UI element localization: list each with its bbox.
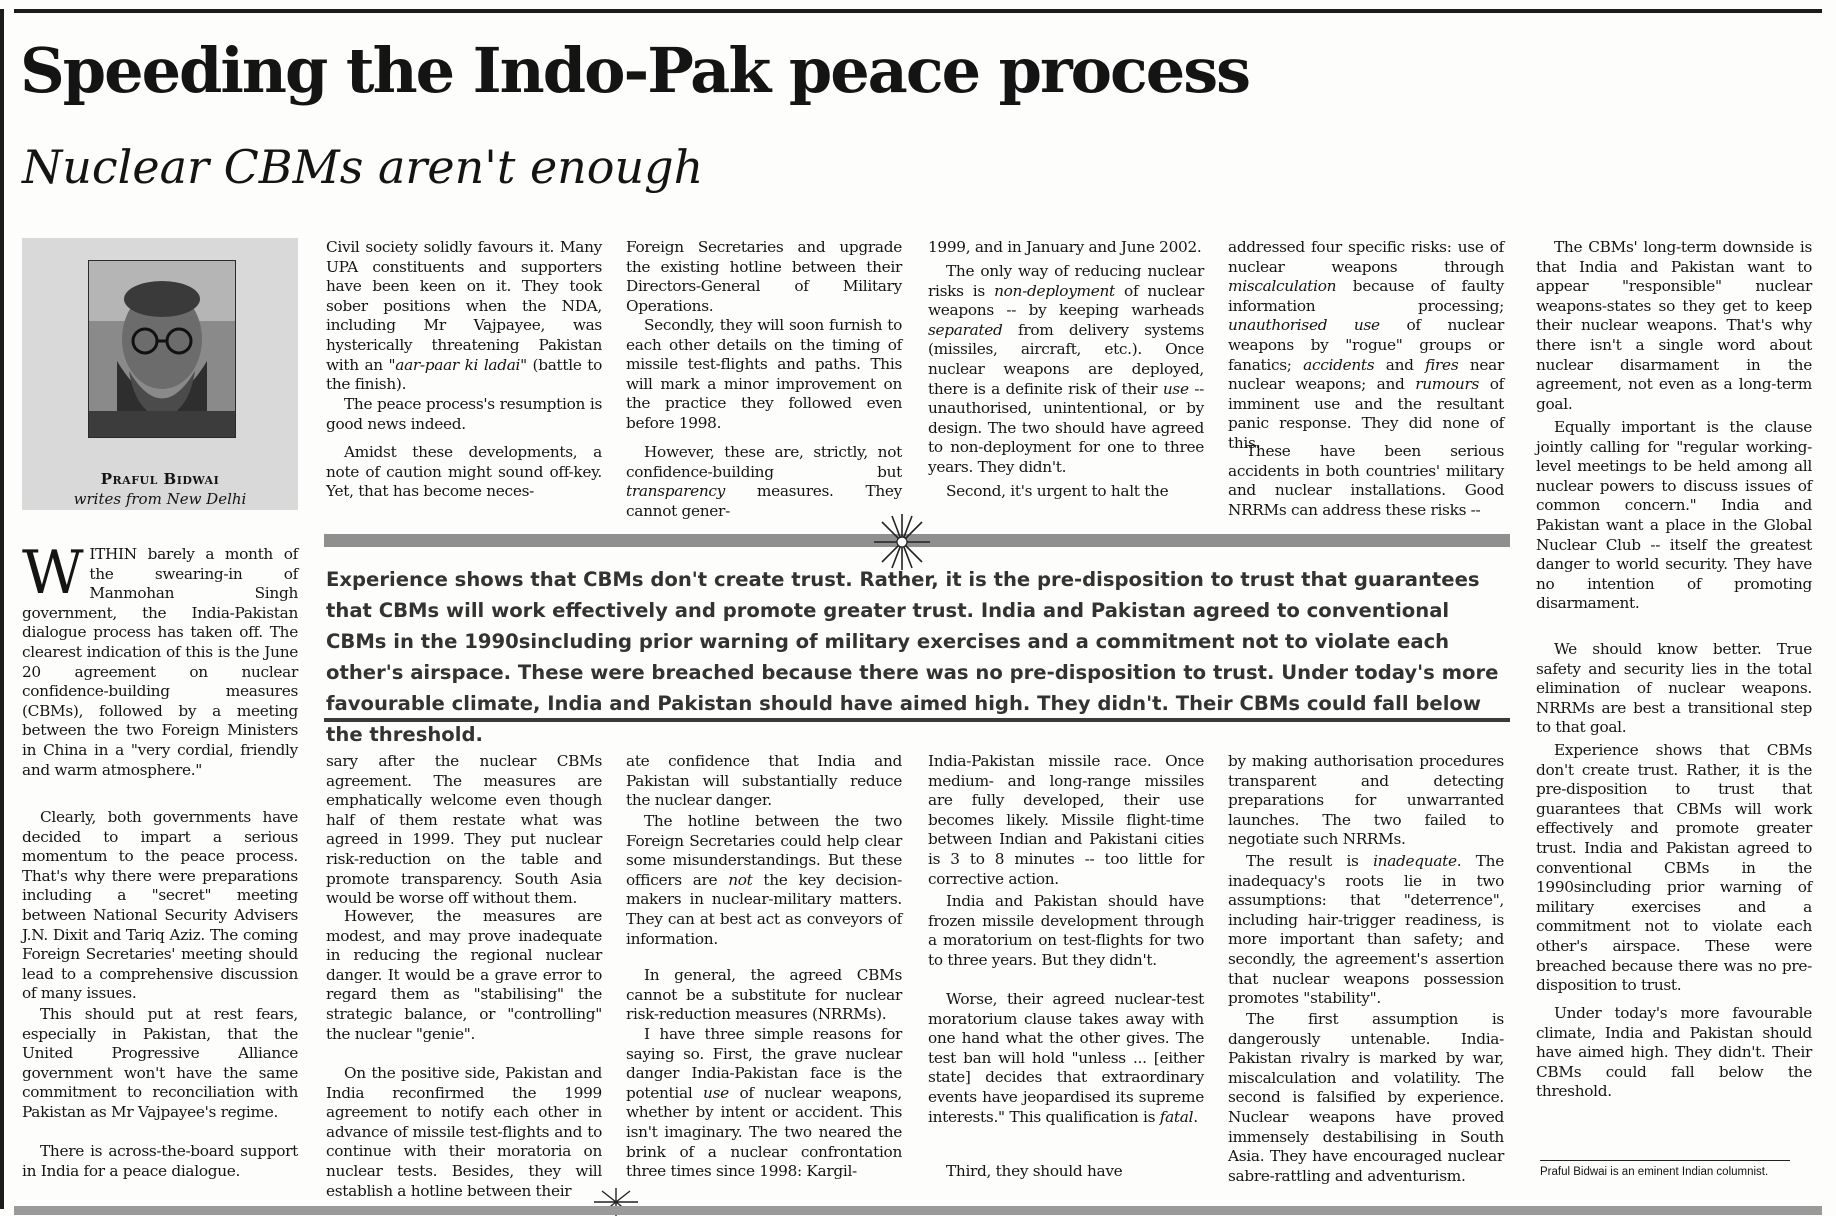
col1-para-2: Clearly, both governments have decided to impart a serious momentum to the peace process. That's why there were preparations including a "secret" meeting between National Security Advisers J.N. Dixit and Tariq Aziz. The coming Foreign Secretaries' meeting should lead to a comprehensive discussion of many issues. — [22, 808, 298, 1003]
col2-bottom-para-2: However, the measures are modest, and may prove inadequate in reducing the regional nuclear danger. It would be a grave error to regard them as "stabilising" the strategic balance, or "controlling" the nuclear "genie". — [326, 907, 602, 1043]
col2-top-para-3: Amidst these developments, a note of caution might sound off-key. Yet, that has become neces- — [326, 443, 602, 501]
footer-rule — [1540, 1160, 1790, 1161]
starburst-icon — [870, 512, 934, 572]
byline-box — [22, 238, 298, 510]
col5-top-para-2: These have been serious accidents in both countries' military and nuclear installations. Good NRRMs can address these risks -- — [1228, 442, 1504, 519]
col5-bottom-para-2: The result is inadequate. The inadequacy's roots lie in two assumptions: that "deterrence", including hair-trigger readiness, is more important than safety; and secondly, the agreement's assertion that nuclear weapons possession promotes "stability". — [1228, 852, 1504, 1008]
bottom-rule — [14, 1206, 1822, 1215]
col3-top-para-3: However, these are, strictly, not confidence-building but transparency measures. They cannot gener- — [626, 443, 902, 520]
col4-bottom-para-1: India-Pakistan missile race. Once medium- and long-range missiles are fully developed, their use becomes likely. Missile flight-time between Indian and Pakistani cities is 3 to 8 minutes -- too little for corrective action. — [928, 752, 1204, 888]
col4-bottom-para-4: Third, they should have — [946, 1162, 1123, 1180]
col5-bottom-para-3: The first assumption is dangerously untenable. India-Pakistan rivalry is marked by war, miscalculation and volatility. The second is falsified by experience. Nuclear weapons have proved immensely destabilising in South Asia. They have encouraged nuclear sabre-rattling and adventurism. — [1228, 1010, 1504, 1185]
col4-top-para-3: Second, it's urgent to halt the — [946, 482, 1169, 500]
col2-top-para-1: Civil society solidly favours it. Many UPA constituents and supporters have been keen on it. They took sober positions when the NDA, including Mr Vajpayee, was hysterically threatening Pakistan with an "aar-paar ki ladai" (battle to the finish). — [326, 238, 602, 394]
col3-bottom-para-4: I have three simple reasons for saying so. First, the grave nuclear danger India-Pakistan face is the potential use of nuclear weapons, whether by intent or accident. This isn't imaginary. The two neared the brink of a nuclear confrontation three times since 1998: Kargil- — [626, 1025, 902, 1181]
col4-top-para-2: The only way of reducing nuclear risks is non-deployment of nuclear weapons -- by keeping warheads separated from delivery systems (missiles, aircraft, etc.). Once nuclear weapons are deployed, there is a definite risk of their use -- unauthorised, unintentional, or by design. The two should have agreed to non-deployment for one to three years. They didn't. — [928, 262, 1204, 476]
col2-bottom-para-3: On the positive side, Pakistan and India reconfirmed the 1999 agreement to notify each other in advance of missile test-flights and to continue with their moratoria on nuclear tests. Besides, they will establish a hotline between their — [326, 1064, 602, 1200]
author-photo — [88, 260, 236, 438]
col6-para-5: Under today's more favourable climate, India and Pakistan should have aimed high. They didn't. Their CBMs could fall below the threshold. — [1536, 1004, 1812, 1101]
col6-para-4: Experience shows that CBMs don't create trust. Rather, it is the pre-disposition to trust that guarantees that CBMs will work effectively and promote greater trust. India and Pakistan agreed to conventional CBMs in the 1990sincluding prior warning of military exercises and a commitment not to violate each other's airspace. These were breached because there was no pre-disposition to trust. — [1536, 741, 1812, 995]
col3-top-para-1: Foreign Secretaries and upgrade the existing hotline between their Directors-General of Military Operations. — [626, 238, 902, 315]
col6-para-2: Equally important is the clause jointly calling for "regular working-level meetings to be held among all nuclear powers to discuss issues of common concern." India and Pakistan want a place in the Global Nuclear Club -- itself the greatest danger to world security. They have no intention of promoting disarmament. — [1536, 418, 1812, 613]
col4-top-para-1: 1999, and in January and June 2002. — [928, 238, 1202, 256]
col6-para-3: We should know better. True safety and security lies in the total elimination of nuclear weapons. NRRMs are best a transitional step to that goal. — [1536, 640, 1812, 737]
col3-bottom-para-3: In general, the agreed CBMs cannot be a substitute for nuclear risk-reduction measures (NRRMs). — [626, 966, 902, 1024]
drop-cap: W — [22, 538, 84, 608]
pull-quote: Experience shows that CBMs don't create trust. Rather, it is the pre-disposition to trust that guarantees that CBMs will work effectively and promote greater trust. India and Pakistan agreed to conventional CBMs in the 1990sincluding prior warning of military exercises and a commitment not to violate each other's airspace. These were breached because there was no pre-disposition to trust. Under today's more favourable climate, India and Pakistan should have aimed high. They didn't. Their CBMs could fall below the threshold. — [326, 568, 1499, 746]
col5-top-para-1: addressed four specific risks: use of nuclear weapons through miscalculation because of faulty information processing; unauthorised use of nuclear weapons by "rogue" groups or fanatics; accidents and fires near nuclear weapons; and rumours of imminent use and the resultant panic response. They did none of this. — [1228, 238, 1504, 452]
pullquote-rule-bottom — [324, 718, 1510, 722]
author-name: Praful Bidwai — [100, 470, 220, 488]
col1-para-1: WITHIN barely a month of the swearing-in of Manmohan Singh government, the India-Pakistan dialogue process has taken off. The clearest indication of this is the June 20 agreement on nuclear confidence-building measures (CBMs), followed by a meeting between the two Foreign Ministers in China in a "very cordial, friendly and warm atmosphere." — [22, 538, 298, 779]
col5-bottom-para-1: by making authorisation procedures transparent and detecting preparations for unwarranted launches. The two failed to negotiate such NRRMs. — [1228, 752, 1504, 849]
col2-top-para-2: The peace process's resumption is good news indeed. — [326, 395, 602, 433]
col3-bottom-para-2: The hotline between the two Foreign Secretaries could help clear some misunderstandings. But these officers are not the key decision-makers in nuclear-military matters. They can at best act as conveyors of information. — [626, 812, 902, 948]
headline: Speeding the Indo-Pak peace process — [20, 34, 1250, 107]
col1-para-4: There is across-the-board support in India for a peace dialogue. — [22, 1142, 298, 1180]
col6-para-1: The CBMs' long-term downside is that India and Pakistan want to appear "responsible" nuclear weapons-states so they get to keep their nuclear weapons. That's why there isn't a single word about nuclear disarmament in the agreement, not even as a long-term goal. — [1536, 238, 1812, 413]
author-note: Praful Bidwai is an eminent Indian columnist. — [1540, 1166, 1769, 1178]
author-portrait — [89, 261, 235, 437]
col3-bottom-para-1: ate confidence that India and Pakistan will substantially reduce the nuclear danger. — [626, 752, 902, 810]
subheadline: Nuclear CBMs aren't enough — [22, 140, 704, 194]
col4-bottom-para-2: India and Pakistan should have frozen missile development through a moratorium on test-flights for two to three years. But they didn't. — [928, 892, 1204, 969]
author-location: writes from New Delhi — [73, 490, 247, 508]
col2-bottom-para-1: sary after the nuclear CBMs agreement. The measures are emphatically welcome even though half of them restate what was agreed in 1999. They put nuclear risk-reduction on the table and promote transparency. South Asia would be worse off without them. — [326, 752, 602, 908]
top-rule — [14, 9, 1822, 13]
col4-bottom-para-3: Worse, their agreed nuclear-test moratorium clause takes away with one hand what the other gives. The test ban will hold "unless ... [either state] decides that extraordinary events have jeopardised its supreme interests." This qualification is fatal. — [928, 990, 1204, 1126]
col3-top-para-2: Secondly, they will soon furnish to each other details on the timing of missile test-flights and paths. This will mark a minor improvement on the practice they followed even before 1998. — [626, 316, 902, 432]
left-rule — [0, 9, 4, 1209]
col1-para-3: This should put at rest fears, especially in Pakistan, that the United Progressive Alliance government won't have the same commitment to reconciliation with Pakistan as Mr Vajpayee's regime. — [22, 1005, 298, 1121]
